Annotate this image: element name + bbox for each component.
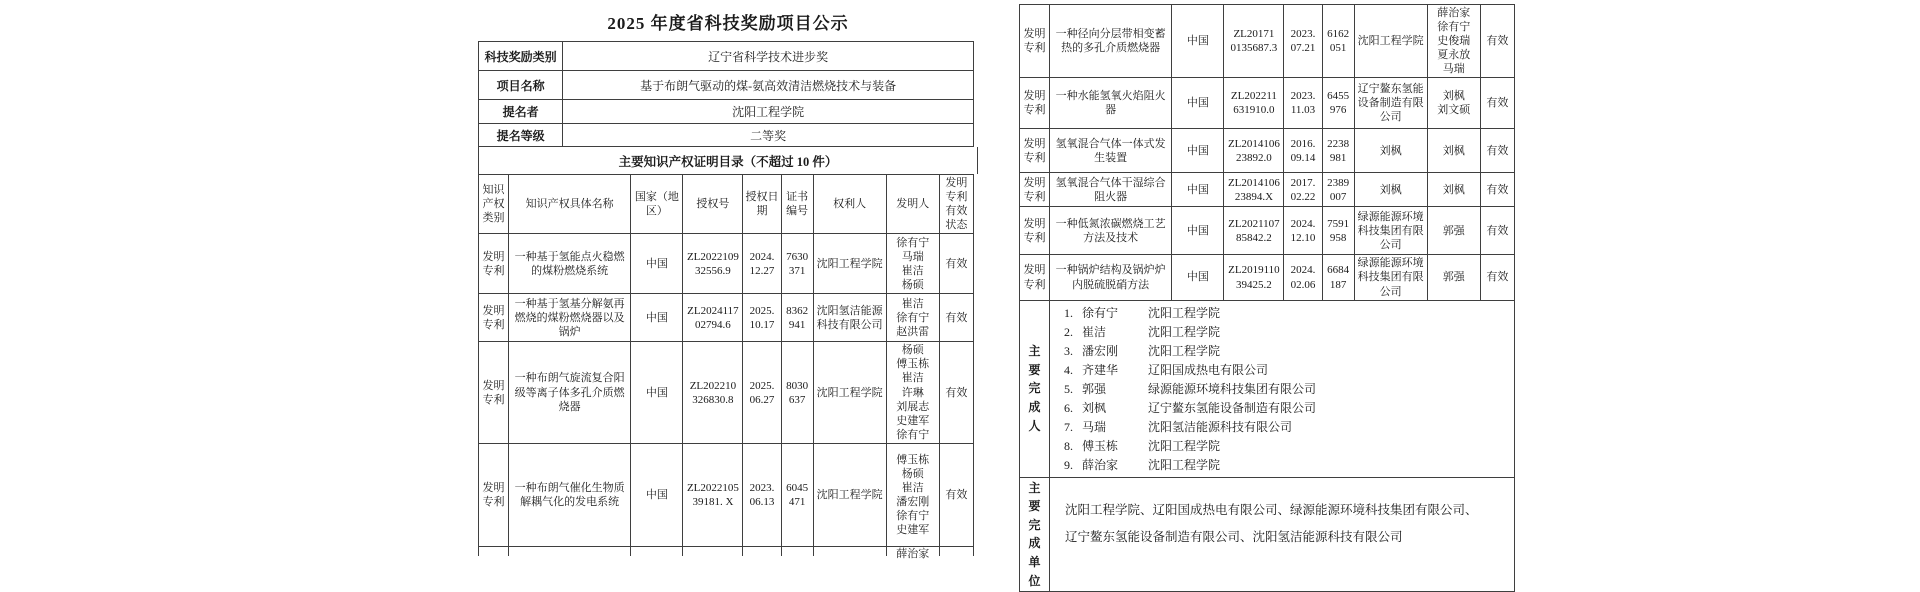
owner-cell: 辽宁鳌东氢能设备制造有限公司 bbox=[1354, 78, 1427, 129]
cert-no-line: 958 bbox=[1329, 231, 1347, 244]
completer-org: 辽阳国成热电有限公司 bbox=[1148, 362, 1269, 377]
patent-row bbox=[1020, 207, 1515, 255]
cert-no-line: 371 bbox=[788, 264, 806, 277]
inventor-name: 杨硕 bbox=[901, 278, 924, 291]
inventors-cell bbox=[886, 342, 939, 444]
completer-name: 薛治家 bbox=[1082, 457, 1119, 472]
auth-date-line: 02.22 bbox=[1290, 190, 1316, 203]
cert-no-line: 8030 bbox=[786, 379, 809, 392]
auth-date-line: 11.03 bbox=[1290, 104, 1316, 117]
unit-line: 沈阳工程学院、辽阳国成热电有限公司、绿源能源环境科技集团有限公司、 bbox=[1065, 502, 1478, 517]
patent-column-header: 授权日期 bbox=[743, 175, 781, 234]
auth-date-line: 02.06 bbox=[1290, 278, 1316, 291]
inventor-name: 史建军 bbox=[896, 524, 930, 537]
completers-label: 主要完成人 bbox=[1028, 344, 1041, 433]
country-cell: 中国 bbox=[631, 342, 683, 444]
inventor-name: 赵洪雷 bbox=[896, 325, 930, 338]
auth-no-line: 23892.0 bbox=[1236, 151, 1272, 164]
country-cell: 中国 bbox=[1172, 5, 1224, 78]
auth-date-line: 06.13 bbox=[749, 495, 775, 508]
auth-date-cell bbox=[743, 443, 781, 546]
info-label: 提名等级 bbox=[479, 124, 563, 147]
inventor-name: 徐有宁 bbox=[896, 311, 930, 324]
ip-name-cell: 氢氧混合气体一体式发生装置 bbox=[1050, 129, 1172, 173]
info-label: 项目名称 bbox=[479, 71, 563, 100]
inventor-name: 徐有宁 bbox=[896, 428, 930, 441]
inventor-name: 徐有宁 bbox=[896, 509, 930, 522]
auth-date-cell bbox=[1284, 255, 1322, 300]
country-cell: 中国 bbox=[1172, 129, 1224, 173]
auth-no-cell bbox=[683, 443, 743, 546]
inventor-name: 徐有宁 bbox=[896, 236, 930, 249]
auth-date-line: 2023. bbox=[1290, 90, 1316, 103]
country-cell: 中国 bbox=[1172, 255, 1224, 300]
page-title: 2025 年度省科技奖励项目公示 bbox=[607, 14, 849, 33]
auth-date-line: 2024. bbox=[749, 250, 775, 263]
cert-no-line: 471 bbox=[788, 495, 806, 508]
auth-date-cell bbox=[743, 234, 781, 294]
inventor-name: 刘枫 bbox=[1442, 90, 1465, 103]
auth-no-line: ZL2022109 bbox=[686, 250, 739, 263]
auth-date-line: 2025. bbox=[749, 304, 775, 317]
auth-date-line: 06.27 bbox=[749, 393, 775, 406]
auth-no-line: ZL202211 bbox=[1230, 90, 1277, 103]
auth-no-line: 39181. X bbox=[692, 495, 734, 508]
patent-row bbox=[1020, 129, 1515, 173]
completer-number: 6. bbox=[1064, 400, 1074, 415]
inventor-name: 刘枫 bbox=[1442, 144, 1465, 157]
completer-name: 刘枫 bbox=[1082, 400, 1107, 415]
auth-date-line: 2016. bbox=[1290, 137, 1316, 150]
cert-no-line: 6455 bbox=[1327, 90, 1350, 103]
auth-date-line: 2017. bbox=[1290, 176, 1316, 189]
ip-type-cell: 发明专利 bbox=[479, 234, 509, 294]
ip-name-cell: 一种水能氢氧火焰阻火器 bbox=[1050, 78, 1172, 129]
ip-type-cell: 发明专利 bbox=[1020, 207, 1050, 255]
owner-cell: 沈阳工程学院 bbox=[813, 443, 886, 546]
owner-cell: 绿源能源环境科技集团有限公司 bbox=[1354, 207, 1427, 255]
ip-name-cell: 一种低氮浓碳燃烧工艺方法及技术 bbox=[1050, 207, 1172, 255]
cert-no-line: 637 bbox=[788, 393, 806, 406]
auth-date-line: 2024. bbox=[1290, 217, 1316, 230]
patent-row bbox=[479, 342, 974, 444]
patent-table-right bbox=[1019, 4, 1515, 592]
inventors-cell bbox=[886, 234, 939, 294]
empty-cell bbox=[479, 546, 509, 556]
patent-column-header: 授权号 bbox=[683, 175, 743, 234]
status-cell: 有效 bbox=[1480, 78, 1514, 129]
auth-date-line: 12.10 bbox=[1290, 231, 1316, 244]
cert-no-line: 6684 bbox=[1327, 264, 1350, 277]
completer-item bbox=[1052, 342, 1512, 361]
inventors-cell bbox=[1427, 207, 1480, 255]
status-cell: 有效 bbox=[939, 443, 973, 546]
completer-org: 沈阳工程学院 bbox=[1148, 305, 1221, 320]
auth-date-line: 07.21 bbox=[1290, 42, 1316, 55]
auth-no-cell bbox=[1224, 207, 1284, 255]
empty-cell bbox=[939, 546, 973, 556]
inventors-cell bbox=[1427, 5, 1480, 78]
auth-no-cell bbox=[1224, 129, 1284, 173]
units-label-cell bbox=[1020, 477, 1050, 592]
patent-row bbox=[1020, 255, 1515, 300]
patent-header-row bbox=[479, 175, 974, 234]
auth-no-line: ZL2024117 bbox=[687, 304, 739, 317]
completer-org: 沈阳工程学院 bbox=[1148, 324, 1221, 339]
cert-no-line: 187 bbox=[1329, 278, 1347, 291]
info-row bbox=[479, 100, 974, 124]
cert-no-line: 051 bbox=[1329, 42, 1347, 55]
inventors-cell bbox=[1427, 129, 1480, 173]
cert-no-line: 007 bbox=[1329, 190, 1347, 203]
ip-name-cell: 氢氧混合气体干湿综合阻火器 bbox=[1050, 173, 1172, 207]
patent-column-header: 发明专利有效状态 bbox=[939, 175, 973, 234]
ip-type-cell: 发明专利 bbox=[479, 443, 509, 546]
completer-name: 郭强 bbox=[1082, 381, 1107, 396]
auth-no-line: 02794.6 bbox=[695, 318, 731, 331]
inventor-name: 史俊瑞 bbox=[1437, 35, 1471, 48]
cert-no-line: 941 bbox=[788, 318, 806, 331]
auth-date-cell bbox=[1284, 173, 1322, 207]
inventor-name: 刘文硕 bbox=[1437, 104, 1471, 117]
cert-no-line: 6045 bbox=[786, 481, 809, 494]
completer-item bbox=[1052, 323, 1512, 342]
cert-no-line: 8362 bbox=[786, 304, 809, 317]
auth-no-line: ZL2019110 bbox=[1228, 264, 1280, 277]
patent-column-header: 发明人 bbox=[886, 175, 939, 234]
inventor-name: 傅玉栋 bbox=[896, 453, 930, 466]
cert-no-cell bbox=[781, 234, 813, 294]
patent-row bbox=[1020, 173, 1515, 207]
auth-no-cell bbox=[683, 294, 743, 342]
info-row bbox=[479, 71, 974, 100]
completers-list-cell bbox=[1050, 300, 1515, 477]
status-cell: 有效 bbox=[939, 294, 973, 342]
inventor-name: 郭强 bbox=[1442, 271, 1465, 284]
auth-date-cell bbox=[1284, 78, 1322, 129]
auth-no-cell bbox=[1224, 173, 1284, 207]
units-text-cell bbox=[1050, 477, 1515, 592]
cert-no-line: 7591 bbox=[1327, 217, 1350, 230]
completer-number: 9. bbox=[1064, 457, 1074, 472]
patent-column-header: 知识产权类别 bbox=[479, 175, 509, 234]
cert-no-line: 976 bbox=[1329, 104, 1347, 117]
inventor-name: 崔洁 bbox=[901, 372, 924, 385]
project-info-table bbox=[478, 41, 974, 147]
owner-cell: 刘枫 bbox=[1354, 173, 1427, 207]
auth-no-line: ZL202210 bbox=[689, 379, 737, 392]
ip-type-cell: 发明专利 bbox=[479, 294, 509, 342]
patent-column-header: 国家（地区） bbox=[631, 175, 683, 234]
units-label: 主要完成单位 bbox=[1028, 480, 1041, 588]
empty-cell bbox=[509, 546, 631, 556]
completer-org: 辽宁鳌东氢能设备制造有限公司 bbox=[1148, 400, 1317, 415]
completer-item bbox=[1052, 399, 1512, 418]
cert-no-line: 2389 bbox=[1327, 176, 1350, 189]
country-cell: 中国 bbox=[631, 443, 683, 546]
auth-no-line: 85842.2 bbox=[1236, 231, 1272, 244]
status-cell: 有效 bbox=[1480, 207, 1514, 255]
cert-no-cell bbox=[781, 294, 813, 342]
empty-cell bbox=[781, 546, 813, 556]
country-cell: 中国 bbox=[631, 294, 683, 342]
completer-item bbox=[1052, 437, 1512, 456]
auth-no-cell bbox=[1224, 255, 1284, 300]
auth-no-line: ZL2022105 bbox=[686, 481, 739, 494]
info-row bbox=[479, 42, 974, 71]
completer-org: 沈阳工程学院 bbox=[1148, 457, 1221, 472]
ip-name-cell: 一种锅炉结构及锅炉炉内脱硫脱硝方法 bbox=[1050, 255, 1172, 300]
auth-date-line: 2023. bbox=[749, 481, 775, 494]
inventor-name: 崔洁 bbox=[901, 264, 924, 277]
completer-item bbox=[1052, 380, 1512, 399]
completer-name: 傅玉栋 bbox=[1082, 438, 1119, 453]
completer-org: 沈阳氢洁能源科技有限公司 bbox=[1148, 419, 1293, 434]
ip-type-cell: 发明专利 bbox=[1020, 78, 1050, 129]
inventor-name: 刘枫 bbox=[1442, 183, 1465, 196]
inventor-name: 郭强 bbox=[1442, 224, 1465, 237]
completer-item bbox=[1052, 418, 1512, 437]
inventor-name: 徐有宁 bbox=[1437, 21, 1471, 34]
cert-no-cell bbox=[1322, 255, 1354, 300]
status-cell: 有效 bbox=[1480, 173, 1514, 207]
auth-no-line: 23894.X bbox=[1234, 190, 1274, 203]
completer-number: 7. bbox=[1064, 419, 1074, 434]
auth-no-line: 326830.8 bbox=[692, 393, 734, 406]
auth-no-line: ZL20171 bbox=[1233, 28, 1275, 41]
units-row bbox=[1020, 477, 1515, 592]
country-cell: 中国 bbox=[631, 234, 683, 294]
inventor-name: 薛治家 bbox=[896, 547, 930, 560]
auth-date-line: 10.17 bbox=[749, 318, 775, 331]
patent-table-left bbox=[478, 174, 974, 560]
info-value: 基于布朗气驱动的煤-氨高效清洁燃烧技术与装备 bbox=[563, 71, 974, 100]
empty-cell bbox=[743, 546, 781, 556]
patent-column-header: 证书编号 bbox=[781, 175, 813, 234]
inventor-name: 杨硕 bbox=[901, 344, 924, 357]
cert-no-cell bbox=[1322, 173, 1354, 207]
auth-date-line: 12.27 bbox=[749, 264, 775, 277]
owner-cell: 沈阳工程学院 bbox=[1354, 5, 1427, 78]
cert-no-line: 6162 bbox=[1327, 28, 1350, 41]
completer-name: 崔洁 bbox=[1082, 324, 1107, 339]
inventor-name: 崔洁 bbox=[901, 297, 924, 310]
empty-cell bbox=[683, 546, 743, 556]
auth-no-line: 631910.0 bbox=[1233, 104, 1275, 117]
auth-no-line: 0135687.3 bbox=[1230, 42, 1278, 55]
completer-name: 徐有宁 bbox=[1082, 305, 1119, 320]
auth-date-line: 2025. bbox=[749, 379, 775, 392]
completers-row bbox=[1020, 300, 1515, 477]
inventors-cell bbox=[886, 546, 939, 560]
ip-type-cell: 发明专利 bbox=[1020, 5, 1050, 78]
cert-no-cell bbox=[1322, 5, 1354, 78]
status-cell: 有效 bbox=[939, 342, 973, 444]
auth-no-line: 39425.2 bbox=[1236, 278, 1272, 291]
empty-cell bbox=[631, 546, 683, 556]
ip-type-cell: 发明专利 bbox=[479, 342, 509, 444]
unit-line: 辽宁鳌东氢能设备制造有限公司、沈阳氢洁能源科技有限公司 bbox=[1065, 529, 1403, 544]
cert-no-cell bbox=[1322, 129, 1354, 173]
cert-no-cell bbox=[1322, 78, 1354, 129]
completers-label-cell bbox=[1020, 300, 1050, 477]
patent-row bbox=[1020, 78, 1515, 129]
inventor-name: 史建军 bbox=[896, 414, 930, 427]
ip-name-cell: 一种基于氢基分解氨再燃烧的煤粉燃烧器以及锅炉 bbox=[509, 294, 631, 342]
status-cell: 有效 bbox=[1480, 129, 1514, 173]
completer-number: 5. bbox=[1064, 381, 1074, 396]
auth-no-cell bbox=[1224, 78, 1284, 129]
inventor-name: 潘宏刚 bbox=[896, 495, 930, 508]
auth-no-line: ZL2021107 bbox=[1228, 217, 1280, 230]
patent-row bbox=[479, 234, 974, 294]
page-left bbox=[478, 0, 978, 560]
completer-number: 4. bbox=[1064, 362, 1074, 377]
inventors-cell bbox=[886, 443, 939, 546]
completer-number: 1. bbox=[1064, 305, 1074, 320]
inventors-cell bbox=[886, 294, 939, 342]
inventor-name: 刘展志 bbox=[896, 400, 930, 413]
completer-name: 马瑞 bbox=[1082, 419, 1107, 434]
patent-row bbox=[479, 294, 974, 342]
completer-number: 2. bbox=[1064, 324, 1074, 339]
ip-type-cell: 发明专利 bbox=[1020, 173, 1050, 207]
cert-no-cell bbox=[781, 443, 813, 546]
auth-no-line: 32556.9 bbox=[695, 264, 731, 277]
info-value: 二等奖 bbox=[563, 124, 974, 147]
ip-name-cell: 一种径向分层带相变蓄热的多孔介质燃烧器 bbox=[1050, 5, 1172, 78]
auth-date-cell bbox=[743, 294, 781, 342]
auth-date-cell bbox=[1284, 5, 1322, 78]
cert-no-line: 981 bbox=[1329, 151, 1347, 164]
auth-no-line: ZL2014106 bbox=[1227, 176, 1280, 189]
inventor-name: 许琳 bbox=[901, 386, 924, 399]
status-cell: 有效 bbox=[1480, 255, 1514, 300]
patent-row-partial bbox=[479, 546, 974, 556]
status-cell: 有效 bbox=[939, 234, 973, 294]
owner-cell: 沈阳氢洁能源科技有限公司 bbox=[813, 294, 886, 342]
inventor-name: 马瑞 bbox=[1442, 63, 1465, 76]
inventor-name: 傅玉栋 bbox=[896, 358, 930, 371]
status-cell: 有效 bbox=[1480, 5, 1514, 78]
completer-name: 潘宏刚 bbox=[1082, 343, 1119, 358]
cert-no-line: 7630 bbox=[786, 250, 809, 263]
owner-cell: 沈阳工程学院 bbox=[813, 342, 886, 444]
patent-row bbox=[1020, 5, 1515, 78]
info-label: 提名者 bbox=[479, 100, 563, 124]
auth-date-cell bbox=[743, 342, 781, 444]
info-label: 科技奖励类别 bbox=[479, 42, 563, 71]
completer-name: 齐建华 bbox=[1082, 362, 1119, 377]
info-row bbox=[479, 124, 974, 147]
completer-number: 8. bbox=[1064, 438, 1074, 453]
ip-name-cell: 一种布朗气催化生物质解耦气化的发电系统 bbox=[509, 443, 631, 546]
auth-no-cell bbox=[1224, 5, 1284, 78]
cert-no-cell bbox=[781, 342, 813, 444]
cert-no-line: 2238 bbox=[1327, 137, 1350, 150]
inventor-name: 崔洁 bbox=[901, 481, 924, 494]
auth-date-line: 2023. bbox=[1290, 28, 1316, 41]
inventor-name: 马瑞 bbox=[901, 250, 924, 263]
patent-column-header: 权利人 bbox=[813, 175, 886, 234]
auth-no-cell bbox=[683, 234, 743, 294]
completer-org: 沈阳工程学院 bbox=[1148, 438, 1221, 453]
inventors-cell bbox=[1427, 78, 1480, 129]
inventor-name: 夏永放 bbox=[1437, 49, 1471, 62]
auth-date-line: 09.14 bbox=[1290, 151, 1316, 164]
owner-cell: 刘枫 bbox=[1354, 129, 1427, 173]
inventors-cell bbox=[1427, 255, 1480, 300]
ip-type-cell: 发明专利 bbox=[1020, 129, 1050, 173]
owner-cell: 沈阳工程学院 bbox=[813, 234, 886, 294]
ip-type-cell: 发明专利 bbox=[1020, 255, 1050, 300]
completer-org: 沈阳工程学院 bbox=[1148, 343, 1221, 358]
empty-cell bbox=[813, 546, 886, 556]
ip-name-cell: 一种基于氢能点火稳燃的煤粉燃烧系统 bbox=[509, 234, 631, 294]
inventor-name: 薛治家 bbox=[1437, 7, 1471, 19]
auth-date-cell bbox=[1284, 207, 1322, 255]
country-cell: 中国 bbox=[1172, 173, 1224, 207]
inventors-cell bbox=[1427, 173, 1480, 207]
auth-date-cell bbox=[1284, 129, 1322, 173]
cert-no-cell bbox=[1322, 207, 1354, 255]
completer-org: 绿源能源环境科技集团有限公司 bbox=[1148, 381, 1317, 396]
info-value: 沈阳工程学院 bbox=[563, 100, 974, 124]
completer-number: 3. bbox=[1064, 343, 1074, 358]
completer-item bbox=[1052, 361, 1512, 380]
completer-item bbox=[1052, 304, 1512, 323]
ip-directory-heading: 主要知识产权证明目录（不超过 10 件） bbox=[478, 147, 978, 174]
country-cell: 中国 bbox=[1172, 207, 1224, 255]
patent-row bbox=[479, 443, 974, 546]
auth-no-line: ZL2014106 bbox=[1227, 137, 1280, 150]
inventor-name: 杨硕 bbox=[901, 467, 924, 480]
owner-cell: 绿源能源环境科技集团有限公司 bbox=[1354, 255, 1427, 300]
completer-item bbox=[1052, 456, 1512, 475]
country-cell: 中国 bbox=[1172, 78, 1224, 129]
patent-column-header: 知识产权具体名称 bbox=[509, 175, 631, 234]
info-value: 辽宁省科学技术进步奖 bbox=[563, 42, 974, 71]
ip-name-cell: 一种布朗气旋流复合阳级等离子体多孔介质燃烧器 bbox=[509, 342, 631, 444]
page-right bbox=[1019, 4, 1519, 592]
auth-date-line: 2024. bbox=[1290, 264, 1316, 277]
auth-no-cell bbox=[683, 342, 743, 444]
